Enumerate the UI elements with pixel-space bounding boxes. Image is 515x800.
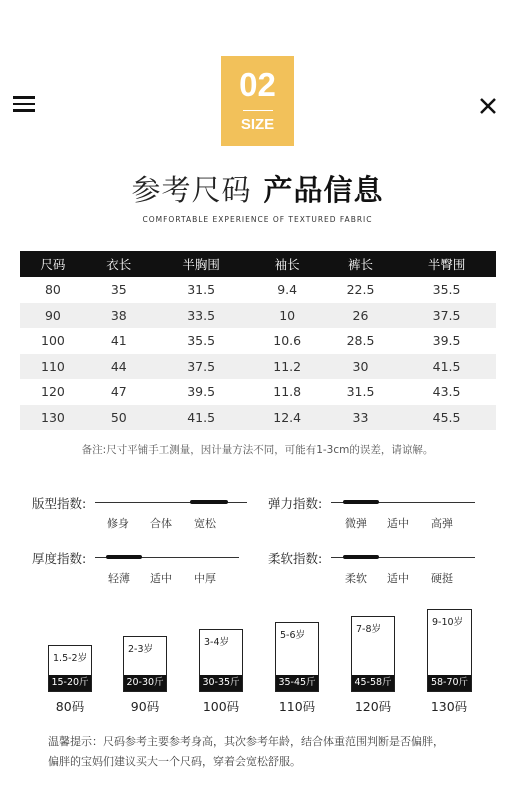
table-cell: 100 [41, 333, 65, 349]
fit-option: 宽松 [194, 517, 216, 530]
table-cell: 33 [324, 405, 397, 431]
table-cell: 26 [324, 303, 397, 329]
table-row [20, 303, 496, 329]
table-cell: 37.5 [397, 303, 496, 329]
table-cell: 33.5 [152, 303, 251, 329]
table-cell: 120 [41, 384, 65, 400]
table-cell: 90 [20, 303, 86, 329]
table-header-row [20, 251, 496, 277]
table-header-cell: 衣长 [86, 251, 152, 277]
table-cell: 130 [20, 405, 86, 431]
table-cell: 11.8 [273, 384, 302, 400]
size-guide-box [199, 629, 243, 692]
table-header-cell: 半臀围 [397, 251, 496, 277]
size-weight: 45-58斤 [352, 675, 394, 691]
table-row [20, 405, 496, 431]
menu-icon[interactable] [13, 96, 35, 112]
table-row [20, 277, 496, 303]
table-cell: 10.6 [273, 333, 302, 349]
softness-index-marker [343, 555, 379, 559]
size-code: 110码 [278, 699, 316, 714]
size-code: 100码 [202, 699, 240, 714]
table-cell: 110 [20, 354, 86, 380]
table-row [20, 328, 496, 354]
table-cell: 30 [324, 354, 397, 380]
size-age: 3-4岁 [204, 637, 230, 648]
page-subtitle: COMFORTABLE EXPERIENCE OF TEXTURED FABRIC [142, 215, 373, 224]
size-code: 90码 [130, 699, 160, 714]
table-header-cell: 裤长 [324, 251, 397, 277]
size-age: 2-3岁 [128, 644, 154, 655]
table-cell: 37.5 [152, 354, 251, 380]
table-cell: 38 [86, 303, 152, 329]
softness-option: 柔软 [345, 572, 367, 585]
table-row [20, 379, 496, 405]
softness-option: 硬挺 [431, 572, 453, 585]
size-weight: 58-70斤 [428, 675, 471, 691]
thickness-index-marker [106, 555, 142, 559]
size-age: 7-8岁 [356, 624, 382, 635]
size-table [20, 251, 496, 430]
elasticity-option: 适中 [387, 517, 409, 530]
title-bold: 产品信息 [263, 173, 384, 207]
table-cell: 41 [110, 333, 127, 349]
size-weight: 15-20斤 [49, 675, 91, 691]
title-light: 参考尺码 [131, 173, 252, 207]
tip-line: 偏胖的宝妈们建议买大一个尺码，穿着会宽松舒服。 [48, 755, 301, 768]
size-age: 1.5-2岁 [53, 653, 88, 664]
close-icon[interactable] [478, 96, 498, 116]
table-cell: 35.5 [187, 333, 216, 349]
size-code: 130码 [430, 699, 468, 714]
table-cell: 39.5 [187, 384, 216, 400]
fit-index-marker [190, 500, 228, 504]
table-cell: 31.5 [346, 384, 375, 400]
table-cell: 45.5 [397, 405, 496, 431]
fit-option: 修身 [107, 517, 129, 530]
table-cell: 35 [110, 282, 127, 298]
table-cell: 41.5 [397, 354, 496, 380]
size-guide-box [275, 622, 319, 692]
size-guide-box [48, 645, 92, 692]
size-guide-box [123, 636, 167, 692]
elasticity-index-label: 弹力指数: [268, 496, 323, 511]
table-cell: 41.5 [152, 405, 251, 431]
elasticity-option: 微弹 [345, 517, 367, 530]
table-cell: 50 [86, 405, 152, 431]
thickness-index-label: 厚度指数: [32, 551, 87, 566]
size-age: 5-6岁 [280, 630, 306, 641]
size-weight: 30-35斤 [200, 675, 242, 691]
table-header-cell: 尺码 [20, 251, 86, 277]
table-cell: 12.4 [251, 405, 324, 431]
fit-option: 合体 [150, 517, 172, 530]
badge-number: 02 [239, 66, 276, 103]
table-cell: 31.5 [187, 282, 216, 298]
tip-line: 温馨提示：尺码参考主要参考身高，其次参考年龄，结合体重范围判断是否偏胖， [48, 735, 444, 748]
page-title [0, 168, 515, 209]
softness-index-label: 柔软指数: [268, 551, 323, 566]
measurement-note: 备注:尺寸平铺手工测量，因计量方法不同，可能有1-3cm的误差，请谅解。 [81, 444, 434, 456]
thickness-option: 轻薄 [108, 572, 130, 585]
size-guide-box [427, 609, 472, 692]
size-age: 9-10岁 [432, 617, 464, 628]
table-cell: 39.5 [432, 333, 461, 349]
table-cell: 10 [251, 303, 324, 329]
table-cell: 22.5 [346, 282, 375, 298]
table-cell: 80 [44, 282, 61, 298]
section-badge [221, 56, 294, 146]
table-cell: 47 [110, 384, 127, 400]
table-cell: 9.4 [277, 282, 298, 298]
fit-index-label: 版型指数: [32, 496, 87, 511]
table-cell: 28.5 [346, 333, 375, 349]
size-weight: 20-30斤 [124, 675, 166, 691]
table-header-cell: 半胸围 [152, 251, 251, 277]
table-row [20, 354, 496, 380]
badge-word: SIZE [240, 116, 275, 133]
size-weight: 35-45斤 [276, 675, 318, 691]
table-cell: 11.2 [251, 354, 324, 380]
elasticity-index-marker [343, 500, 379, 504]
thickness-option: 中厚 [194, 572, 216, 585]
table-cell: 43.5 [432, 384, 461, 400]
table-header-cell: 袖长 [251, 251, 324, 277]
elasticity-option: 高弹 [431, 517, 453, 530]
size-guide-box [351, 616, 395, 692]
size-tip [48, 732, 478, 772]
softness-option: 适中 [387, 572, 409, 585]
thickness-option: 适中 [150, 572, 172, 585]
table-cell: 44 [86, 354, 152, 380]
size-code: 120码 [354, 699, 392, 714]
table-cell: 35.5 [432, 282, 461, 298]
size-code: 80码 [55, 699, 85, 714]
